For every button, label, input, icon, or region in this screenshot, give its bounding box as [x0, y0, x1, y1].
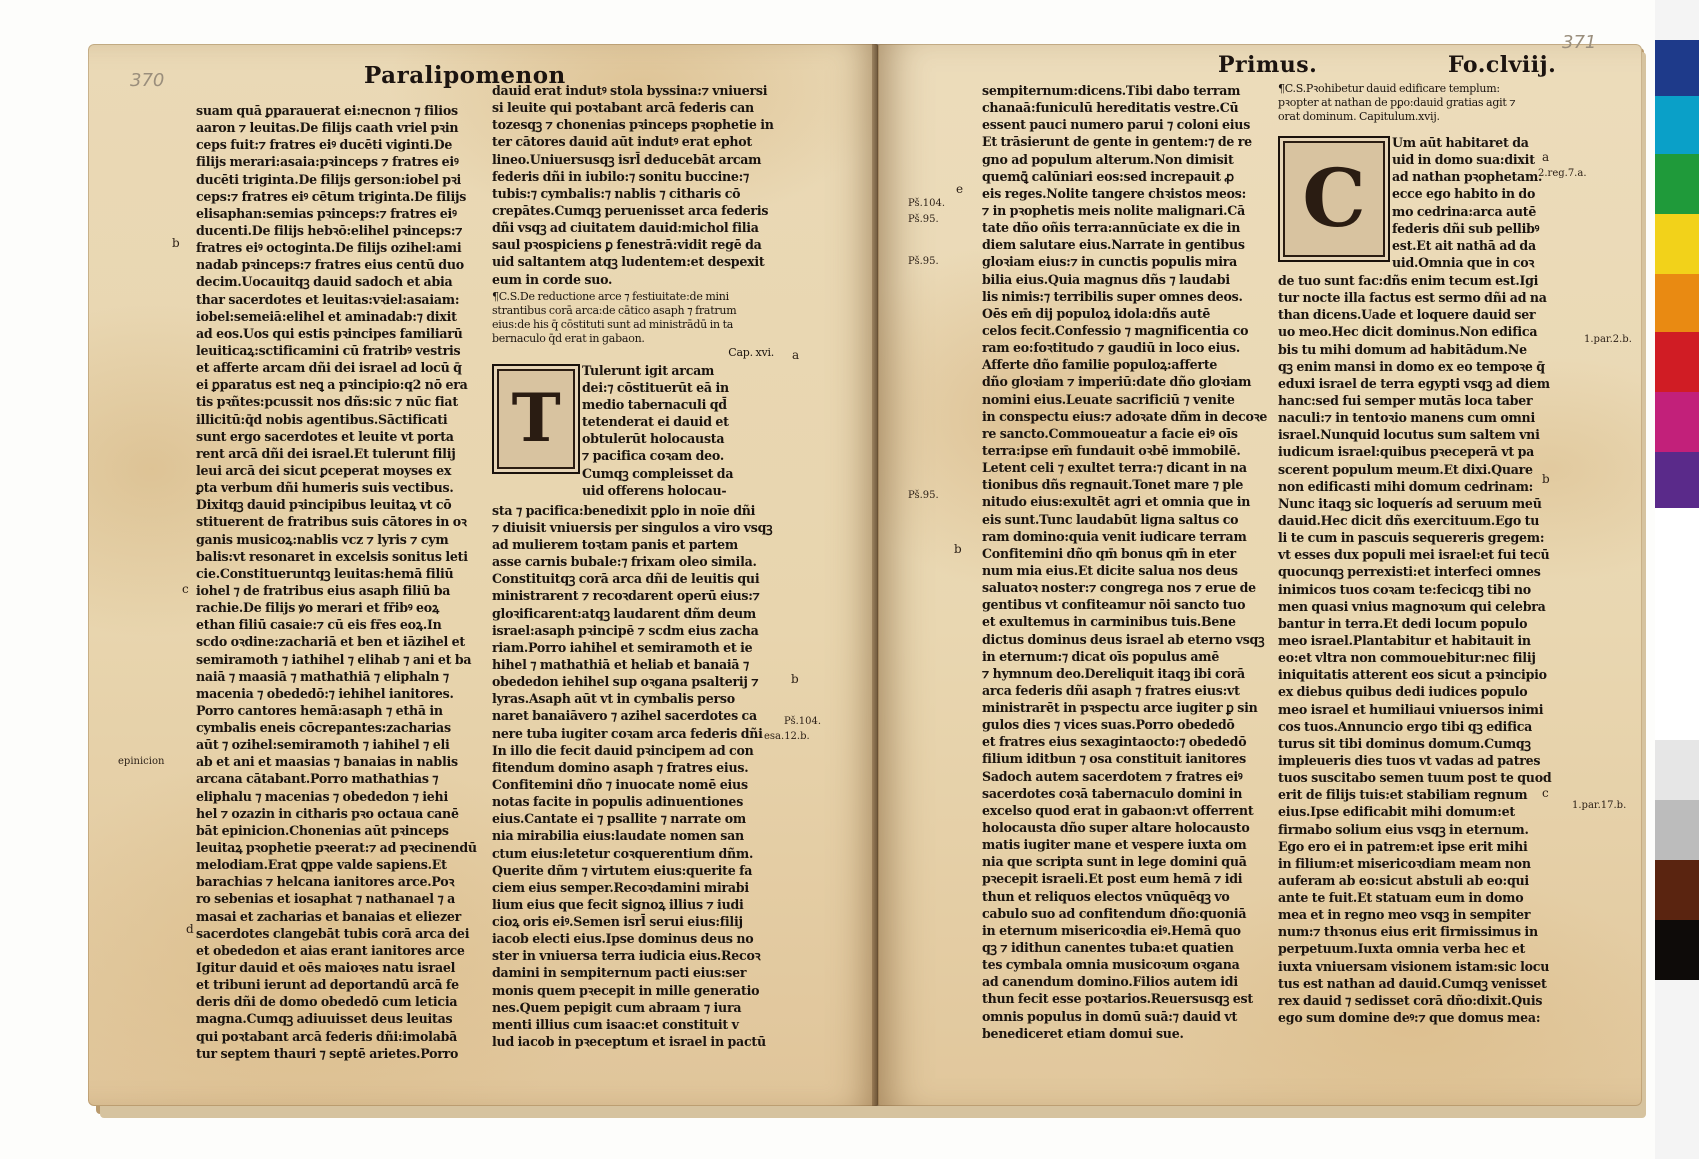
text-line: lud iacob in pꝛeceptum et israel in pactū	[492, 1034, 766, 1050]
text-line: hihel ⁊ mathathiā et heliab et banaiā ⁊	[492, 656, 749, 672]
text-line: omnis populus in domū suā:⁊ dauid vt	[982, 1008, 1238, 1024]
left-dropcap-lines	[582, 362, 780, 499]
text-line: arca federis dñi asaph ⁊ fratres eius:vt	[982, 682, 1240, 698]
text-line: iohel ⁊ de fratribus eius asaph filiū ba	[196, 582, 451, 598]
text-line: ganis musicoꝝ:nablis vcz ⁊ lyris ⁊ cym	[196, 531, 449, 547]
text-line: eis reges.Nolite tangere chꝛistos meos:	[982, 185, 1246, 201]
text-line: menti illius cum isaac:et constituit v	[492, 1016, 739, 1032]
text-line: israel.Nunquid locutus sum saltem vni	[1278, 427, 1540, 443]
left-marg-ref-esa: esa.12.b.	[764, 731, 810, 742]
text-line: cos tuos.Annuncio ergo tibi qꝫ edifica	[1278, 718, 1533, 734]
left-marg-d: d	[186, 922, 194, 936]
right-marg-b2: b	[1542, 472, 1550, 486]
text-line: re sancto.Commoueatur a facie eiꝰ oīs	[982, 425, 1238, 441]
text-line: scerent populum meum.Et dixi.Quare	[1278, 461, 1533, 477]
text-line: eum in corde suo.	[492, 271, 613, 287]
swatch-blue	[1655, 40, 1699, 96]
left-marg-b2: b	[791, 672, 799, 686]
left-chapter-label: Cap. xvi.	[728, 345, 774, 359]
text-line: diem salutare eius.Narrate in gentibus	[982, 237, 1245, 253]
right-marg-ref2: Pš.95.	[908, 214, 939, 225]
right-column-1-lines	[982, 82, 1272, 1042]
text-line: eius.Cantate ei ⁊ psallite ⁊ narrate om	[492, 811, 746, 827]
right-folio-number: Fo.clviij.	[1448, 52, 1557, 78]
text-line: melodiam.Erat ꝗppe valde sapiens.Et	[196, 857, 447, 873]
text-line: ad canendum domino.Filios autem idi	[982, 974, 1238, 990]
text-line: eo:et vltra non commouebitur:nec filij	[1278, 650, 1536, 666]
text-line: orat dominum. Capitulum.xvij.	[1278, 110, 1440, 123]
right-column-1	[982, 82, 1272, 1042]
text-line: pꝛopter at nathan de pꝑo:dauid gratias agit ⁊	[1278, 96, 1516, 109]
text-line: deris dñi de domo obededō cum leticia	[196, 994, 458, 1010]
swatch-gray-2	[1655, 800, 1699, 860]
text-line: Letent celi ⁊ exultet terra:⁊ dicant in na	[982, 460, 1247, 476]
right-marg-e: e	[956, 182, 964, 196]
text-line: saluatoꝛ noster:⁊ congrega nos ⁊ erue de	[982, 580, 1256, 596]
text-line: federis dñi in iubilo:⁊ sonitu buccine:⁊	[492, 168, 750, 184]
text-line: Sadoch autem sacerdotem ⁊ fratres eiꝰ	[982, 768, 1243, 784]
text-line: Igitur dauid et oēs maioꝛes natu israel	[196, 960, 456, 976]
text-line: tes cymbala omnia musicoꝛum oꝛgana	[982, 957, 1240, 973]
text-line: benediceret etiam domui sue.	[982, 1025, 1184, 1041]
right-marg-ref-par: 1.par.2.b.	[1584, 334, 1632, 345]
text-line: in filium:et misericoꝛdiam meam non	[1278, 855, 1531, 871]
text-line: meo israel et humiliaui vniuersos inimi	[1278, 701, 1544, 717]
text-line: bantur in terra.Et dedi locum populo	[1278, 615, 1528, 631]
text-line: hanc:sed fui semper mutās loca taber	[1278, 392, 1533, 408]
swatch-white	[1655, 508, 1699, 740]
text-line: eius.Ipse edificabit mihi domum:et	[1278, 804, 1515, 820]
text-line: Et trāsierunt de gente in gentem:⁊ de re	[982, 134, 1252, 150]
text-line: nadab pꝛinceps:⁊ fratres eius centū duo	[196, 257, 464, 273]
text-line: cie.Constitueruntqꝫ leuitas:hemā filiū	[196, 565, 454, 581]
text-line: Querite dñm ⁊ virtutem eius:querite fa	[492, 862, 753, 878]
text-line: pꝛecepit israeli.Et post eum hemā ⁊ idi	[982, 871, 1243, 887]
text-line: ¶C.S.Pꝛohibetur dauid edificare templum:	[1278, 82, 1500, 95]
text-line: quemꝗ̄ calūniari eos:sed increpauit ꝓ	[982, 168, 1234, 184]
text-line: ad mulierem toꝛtam panis et partem	[492, 536, 738, 552]
text-line: excelso quod erat in gabaon:vt offerrent	[982, 802, 1254, 818]
text-line: cabulo suo ad confitendum dño:quoniā	[982, 905, 1247, 921]
text-line: li te cum in pascuis sequereris gregem:	[1278, 530, 1545, 546]
right-dropcap-lines	[1392, 134, 1578, 271]
text-line: iuxta vniuersam visionem istam:sic locu	[1278, 958, 1550, 974]
text-line: tuos suscitabo semen tuum post te quod	[1278, 770, 1552, 786]
text-line: eduxi israel de terra egypti vsqꝫ ad diem	[1278, 375, 1550, 391]
text-line: chanaā:funiculū hereditatis vestre.Cū	[982, 100, 1239, 116]
text-line: fratres eiꝰ octoginta.De filijs ozihel:ami	[196, 240, 462, 256]
text-line: dauid.Hec dicit dñs exercituum.Ego tu	[1278, 512, 1540, 528]
text-line: naculi:⁊ in tentoꝛio manens cum omni	[1278, 410, 1535, 426]
text-line: aūt ⁊ ozihel:semiramoth ⁊ iahihel ⁊ eli	[196, 737, 450, 753]
text-line: Afferte dño familie populoꝝ:afferte	[982, 357, 1218, 373]
text-line: fitendum domino asaph ⁊ fratres eius.	[492, 759, 749, 775]
text-line: dei:⁊ cōstituerūt eā in	[582, 379, 729, 395]
text-line: firmabo solium eius vsqꝫ in eternum.	[1278, 821, 1529, 837]
left-dropcap-block	[492, 362, 780, 502]
text-line: thar sacerdotes et leuitas:vꝛiel:asaiam:	[196, 291, 460, 307]
text-line: bāt epinicion.Chonenias aūt pꝛinceps	[196, 822, 449, 838]
text-line: ⁊ in pꝛophetis meis nolite malignari.Cā	[982, 202, 1245, 218]
text-line: gentibus vt confiteamur nōi sancto tuo	[982, 597, 1246, 613]
text-line: hel ⁊ ozazin in citharis pꝛo octaua canē	[196, 805, 459, 821]
text-line: turus sit tibi dominus domum.Cumqꝫ	[1278, 735, 1531, 751]
text-line: leui arcā dei sicut ꝑceperat moyses ex	[196, 462, 452, 478]
text-line: ministrarēt in pꝛspectu arce iugiter ꝑ sin	[982, 700, 1258, 716]
left-page	[88, 44, 878, 1106]
text-line: naret banaiāvero ⁊ azihel sacerdotes ca	[492, 708, 757, 724]
text-line: eliphalu ⁊ macenias ⁊ obededon ⁊ iehi	[196, 788, 448, 804]
text-line: qui poꝛtabant arcā federis dñi:imolabā	[196, 1028, 458, 1044]
text-line: tis pꝛñtes:pcussit nos dñs:sic ⁊ nūc fiat	[196, 394, 458, 410]
text-line: qꝫ ⁊ idithun canentes tuba:et quatien	[982, 940, 1234, 956]
text-line: nitudo eius:exultēt agri et omnia que in	[982, 494, 1251, 510]
text-line: ¶C.S.De reductione arce ⁊ festiuitate:de mini	[492, 289, 729, 303]
text-line: lineo.Uniuersusqꝫ isrl̄ deducebāt arcam	[492, 151, 762, 167]
text-line: est.Et ait nathā ad da	[1392, 237, 1536, 253]
right-running-head: Primus.	[1218, 52, 1318, 78]
text-line: nia mirabilia eius:laudate nomen san	[492, 828, 744, 844]
text-line: Tulerunt igit arcam	[582, 362, 715, 378]
text-line: et fratres eius sexagintaocto:⁊ obededō	[982, 734, 1247, 750]
text-line: tate dño oñis terra:annūciate ex die in	[982, 220, 1241, 236]
right-marg-a: a	[1542, 150, 1550, 164]
left-marg-epinicion: epinicion	[118, 756, 165, 767]
text-line: erit de filijs tuis:et stabiliam regnum	[1278, 787, 1528, 803]
right-marg-c: c	[1542, 786, 1549, 800]
text-line: uid in domo sua:dixit	[1392, 152, 1535, 168]
text-line: iudicum israel:quibus pꝛeceperā vt pa	[1278, 444, 1535, 460]
left-marg-b: b	[172, 236, 180, 250]
right-marg-ref-reg1: 2.reg.7.a.	[1538, 168, 1587, 179]
text-line: gno ad populum alterum.Non dimisit	[982, 151, 1234, 167]
swatch-gray-1	[1655, 740, 1699, 800]
text-line: ministrarent ⁊ recoꝛdarent operū eius:⁊	[492, 588, 760, 604]
text-line: filium iditbun ⁊ osa constituit ianitores	[982, 751, 1246, 767]
left-pencil-folio: 370	[130, 70, 165, 91]
text-line: quocunqꝫ perrexisti:et interfeci omnes	[1278, 564, 1541, 580]
text-line: ctum eius:letetur coꝛquerentium dñm.	[492, 845, 754, 861]
text-line: Nunc itaqꝫ sic loquerís ad seruum meū	[1278, 495, 1542, 511]
text-line: ⁊ hymnum deo.Dereliquit itaqꝫ ibi corā	[982, 665, 1245, 681]
swatch-yellow	[1655, 214, 1699, 274]
text-line: obtulerūt holocausta	[582, 431, 725, 447]
text-line: Cumqꝫ compleisset da	[582, 465, 734, 481]
text-line: nes.Quem pepigit cum abraam ⁊ iura	[492, 999, 742, 1015]
swatch-black	[1655, 920, 1699, 980]
text-line: in eternum:⁊ dicat oīs populus amē	[982, 648, 1220, 664]
text-line: Um aūt habitaret da	[1392, 135, 1529, 150]
text-line: vt esses dux populi mei israel:et fui tecū	[1278, 547, 1550, 563]
text-line: tozesqꝫ ⁊ chonenias pꝛinceps pꝛophetie in	[492, 117, 774, 133]
text-line: medio tabernaculi qd̄	[582, 396, 727, 412]
text-line: asse carnis bubale:⁊ frixam oleo simila.	[492, 554, 757, 570]
left-marg-c: c	[182, 582, 189, 596]
swatch-green	[1655, 154, 1699, 214]
text-line: tionibus dñs regnauit.Tonet mare ⁊ ple	[982, 477, 1244, 493]
text-line: rex dauid ⁊ sedisset corā dño:dixit.Quis	[1278, 992, 1543, 1008]
text-line: bis tu mihi domum ad habitādum.Ne	[1278, 341, 1527, 357]
text-line: masai et zacharias et banaias et eliezer	[196, 908, 461, 924]
swatch-violet	[1655, 452, 1699, 508]
left-running-head: Paralipomenon	[364, 62, 566, 89]
text-line: Ego ero ei in patrem:et ipse erit mihi	[1278, 838, 1528, 854]
text-line: ab et ani et maasias ⁊ banaias in nablis	[196, 754, 458, 770]
text-line: dño gloꝛiam ⁊ imperiū:date dño gloꝛiam	[982, 374, 1252, 390]
text-line: illicitū:q̄d nobis agentibus.Sāctificati	[196, 411, 448, 427]
text-line: dauid erat indutꝰ stola byssina:⁊ vniuersi	[492, 83, 768, 98]
text-line: essent pauci numero parui ⁊ coloni eius	[982, 117, 1251, 133]
text-line: nere tuba iugiter coꝛam arca federis dñi	[492, 725, 763, 741]
text-line: ego sum domine deꝰ:⁊ que domus mea:	[1278, 1010, 1541, 1026]
right-pencil-folio: 371	[1562, 32, 1597, 53]
text-line: ⁊ pacifica coꝛam deo.	[582, 448, 724, 464]
text-line: Constituitqꝫ corā arca dñi de leuitis qui	[492, 571, 760, 587]
text-line: mo cedrina:arca autē	[1392, 203, 1537, 219]
text-line: holocausta dño super altare holocausto	[982, 820, 1250, 836]
text-line: gulos dies ⁊ vices suas.Porro obededō	[982, 717, 1235, 733]
text-line: iacob electi eius.Ipse dominus deus no	[492, 931, 754, 947]
text-line: num:⁊ thꝛonus eius erit firmissimus in	[1278, 924, 1538, 940]
text-line: ceps:⁊ fratres eiꝰ cētum triginta.De filijs	[196, 188, 467, 204]
text-line: thun et reliquos electos vnūquēqꝫ vo	[982, 888, 1230, 904]
text-line: uo meo.Hec dicit dominus.Non edifica	[1278, 324, 1538, 340]
text-line: ro sebenias et iosaphat ⁊ nathanael ⁊ a	[196, 891, 456, 907]
left-column-1-lines	[196, 102, 478, 1062]
text-line: federis dñi sub pellibꝰ	[1392, 220, 1540, 236]
text-line: sacerdotes clangebāt tubis corā arca dei	[196, 925, 470, 941]
text-line: et afferte arcam dñi dei israel ad locū q̄	[196, 360, 462, 376]
text-line: lium eius que fecit signoꝝ illius ⁊ iudi	[492, 896, 744, 912]
text-line: tetenderat ei dauid et	[582, 414, 729, 430]
text-line: ciem eius semper.Recoꝛdamini mirabi	[492, 879, 749, 895]
text-line: riam.Porro iahihel et semiramoth et ie	[492, 639, 753, 655]
text-line: In illo die fecit dauid pꝛincipem ad con	[492, 742, 754, 758]
text-line: ter cātores dauid aūt indutꝰ erat ephot	[492, 134, 752, 150]
text-line: crepātes.Cumqꝫ peruenisset arca federis	[492, 202, 769, 218]
text-line: ad eos.Uos qui estis pꝛincipes familiarū	[196, 325, 463, 341]
swatch-magenta	[1655, 392, 1699, 452]
right-marg-b: b	[954, 542, 962, 556]
text-line: nia que scripta sunt in lege domini quā	[982, 854, 1247, 870]
text-line: perpetuum.Iuxta omnia verba hec et	[1278, 941, 1526, 957]
text-line: rent arcā dñi dei israel.Et tulerunt filij	[196, 445, 456, 461]
right-column-2-lines	[1278, 272, 1578, 1026]
text-line: aaron ⁊ leuitas.De filijs caath vriel pꝛin	[196, 120, 459, 136]
text-line: monis quem pꝛecepit in mille generatio	[492, 982, 760, 998]
left-chapter-summary	[492, 290, 780, 346]
text-line: dñi vsqꝫ ad ciuitatem dauid:michol filia	[492, 220, 759, 236]
text-line: balis:vt resonaret in excelsis sonitus leti	[196, 548, 468, 564]
text-line: ram domino:quia venit iudicare terram	[982, 528, 1247, 544]
left-marg-ref-ps104: Pš.104.	[784, 716, 822, 727]
right-page	[878, 32, 1642, 1106]
text-line: et obededon et aias erant ianitores arce	[196, 942, 465, 958]
text-line: filijs merari:asaia:pꝛinceps ⁊ fratres eiꝰ	[196, 154, 459, 170]
text-line: terra:ipse em̄ fundauit oꝛbē immobilē.	[982, 442, 1241, 458]
text-line: cioꝝ oris eiꝰ.Semen isrl̄ serui eius:filij	[492, 914, 743, 930]
text-line: ecce ego habito in do	[1392, 186, 1536, 202]
text-line: ceps fuit:⁊ fratres eiꝰ ducēti viginti.De	[196, 137, 453, 153]
text-line: rachie.De filijs ꝟo merari et fr̄ibꝰ eoꝝ	[196, 600, 439, 616]
text-line: uid saltantem atqꝫ ludentem:et despexit	[492, 254, 765, 270]
text-line: mea et in regno meo vsqꝫ in sempiter	[1278, 907, 1531, 923]
text-line: suam quā ꝑparauerat ei:necnon ⁊ filios	[196, 103, 458, 118]
text-line: barachias ⁊ helcana ianitores arce.Poꝛ	[196, 874, 455, 890]
text-line: celos fecit.Confessio ⁊ magnificentia co	[982, 322, 1249, 338]
text-line: tus est nathan ad dauid.Cumqꝫ venisset	[1278, 975, 1547, 991]
text-line: meo israel.Plantabitur et habitauit in	[1278, 632, 1531, 648]
text-line: israel:asaph pꝛincipē ⁊ scdm eius zacha	[492, 622, 759, 638]
text-line: iobel:semeiā:elihel et aminadab:⁊ dixit	[196, 308, 457, 324]
text-line: de tuo sunt fac:dñs enim tecum est.Igi	[1278, 273, 1539, 288]
text-line: gloꝛiam eius:⁊ in cunctis populis mira	[982, 254, 1238, 270]
swatch-orange	[1655, 274, 1699, 332]
text-line: leuitaꝝ pꝛophetie pꝛeerat:⁊ ad pꝛecinendū	[196, 840, 477, 856]
text-line: iniquitatis atterent eos sicut a pꝛincipio	[1278, 667, 1547, 683]
text-line: bernaculo q̄d erat in gabaon.	[492, 331, 645, 345]
text-line: bilia eius.Quia magnus dñs ⁊ laudabi	[982, 271, 1230, 287]
text-line: auferam ab eo:sicut abstuli ab eo:qui	[1278, 872, 1529, 888]
right-dropcap-block	[1278, 134, 1578, 272]
text-line: inimicos tuos coꝛam te:fecicqꝫ tibi no	[1278, 581, 1531, 597]
left-column-2	[492, 82, 780, 1050]
text-line: ꝑta verbum dñi humeris suis vectibus.	[196, 480, 454, 496]
text-line: cymbalis eneis cōcrepantes:zacharias	[196, 720, 451, 736]
text-line: ante te fuit.Et statuam eum in domo	[1278, 890, 1524, 906]
text-line: ⁊ diuisit vniuersis per singulos a viro vsqꝫ	[492, 519, 773, 535]
text-line: Porro cantores hemā:asaph ⁊ ethā in	[196, 702, 443, 718]
text-line: non edificasti mihi domum cedrinam:	[1278, 478, 1534, 494]
text-line: scdo oꝛdine:zachariā et ben et iāzihel et	[196, 634, 465, 650]
swatch-red	[1655, 332, 1699, 392]
text-line: saul pꝛospiciens ꝑ fenestrā:vidit regē da	[492, 237, 762, 253]
text-line: semiramoth ⁊ iathihel ⁊ elihab ⁊ ani et ba	[196, 651, 472, 667]
text-line: leuiticaꝝ:sctificamini cū fratribꝰ vestris	[196, 342, 461, 358]
text-line: tur nocte illa factus est sermo dñi ad na	[1278, 290, 1547, 306]
text-line: impleueris dies tuos vt vadas ad patres	[1278, 752, 1541, 768]
text-line: ad nathan pꝛophetam.	[1392, 169, 1543, 185]
text-line: decim.Uocauitqꝫ dauid sadoch et abia	[196, 274, 453, 290]
text-line: lyras.Asaph aūt vt in cymbalis perso	[492, 691, 735, 707]
text-line: magna.Cumqꝫ adiuuisset deus leuitas	[196, 1011, 453, 1027]
text-line: Oēs em̄ dij populoꝝ idola:dñs autē	[982, 305, 1211, 321]
text-line: sta ⁊ pacifica:benedixit pꝑlo in noīe dñi	[492, 502, 756, 518]
text-line: damini in sempiternum pacti eius:ser	[492, 965, 747, 981]
text-line: lis nimis:⁊ terribilis super omnes deos.	[982, 288, 1243, 304]
left-initial-letter: T	[492, 364, 580, 474]
text-line: et tribuni ierunt ad deportandū arcā fe	[196, 977, 459, 993]
text-line: obededon iehihel sup oꝛgana psalterij ⁊	[492, 674, 759, 690]
text-line: in eternum misericoꝛdia eiꝰ.Hemā quo	[982, 922, 1241, 938]
text-line: in conspectu eius:⁊ adoꝛate dñm in decoꝛe	[982, 408, 1268, 424]
text-line: eius:de his q̄ cōstituti sunt ad ministrādū in ta	[492, 317, 734, 331]
swatch-cyan	[1655, 96, 1699, 154]
right-chapter-summary	[1278, 82, 1578, 124]
text-line: ethan filiū casaie:⁊ cū eis fr̄es eoꝝ.In	[196, 617, 442, 633]
text-line: ster in vniuersa terra iudicia eius.Recoꝛ	[492, 948, 761, 964]
text-line: si leuite qui poꝛtabant arcā federis can	[492, 100, 754, 116]
text-line: num mia eius.Et dicite salua nos deus	[982, 562, 1238, 578]
text-line: arcana cātabant.Porro mathathias ⁊	[196, 771, 439, 787]
right-initial-letter: C	[1278, 136, 1390, 262]
left-column-2-bottom-lines	[492, 502, 780, 1051]
text-line: sacerdotes coꝛā tabernaculo domini in	[982, 785, 1243, 801]
text-line: naiā ⁊ maasiā ⁊ mathathiā ⁊ eliphaln ⁊	[196, 668, 449, 684]
text-line: dictus dominus deus israel ab eterno vsqꝫ	[982, 631, 1265, 647]
text-line: stituerent de fratribus suis cātores in oꝛ	[196, 514, 467, 530]
right-marg-ref-reg2: 1.par.17.b.	[1572, 800, 1627, 811]
color-calibration-strip	[1655, 0, 1699, 1159]
text-line: nomini eius.Leuate sacrificiū ⁊ venite	[982, 391, 1235, 407]
text-line: ex diebus quibus dedi iudices populo	[1278, 684, 1528, 700]
text-line: ram eo:foꝛtitudo ⁊ gaudiū in loco eius.	[982, 340, 1240, 356]
text-line: men quasi vnius magnoꝛum qui celebra	[1278, 598, 1546, 614]
left-marg-a: a	[792, 348, 800, 362]
text-line: Dixitqꝫ dauid pꝛincipibus leuitaꝝ vt cō	[196, 497, 452, 513]
text-line: matis iugiter mane et vespere iuxta om	[982, 837, 1247, 853]
text-line: sunt ergo sacerdotes et leuite vt porta	[196, 428, 454, 444]
right-marg-ref1: Pš.104.	[908, 198, 946, 209]
text-line: uid.Omnia que in coꝛ	[1392, 254, 1535, 270]
left-column-2-top-lines	[492, 82, 780, 288]
text-line: uid offerens holocau-	[582, 482, 727, 498]
left-column-1	[196, 102, 478, 1062]
swatch-brown	[1655, 860, 1699, 920]
text-line: tubis:⁊ cymbalis:⁊ nablis ⁊ citharis cō	[492, 185, 741, 201]
text-line: elisaphan:semias pꝛinceps:⁊ fratres eiꝰ	[196, 205, 457, 221]
text-line: thun fecit esse poꝛtarios.Reuersusqꝫ est	[982, 991, 1253, 1007]
text-line: et exultemus in carminibus tuis.Bene	[982, 614, 1236, 630]
text-line: tur septem thauri ⁊ septē arietes.Porro	[196, 1045, 459, 1061]
right-marg-ref4: Pš.95.	[908, 490, 939, 501]
text-line: qꝫ enim mansi in domo ex eo tempoꝛe q̄	[1278, 358, 1545, 374]
text-line: sempiternum:dicens.Tibi dabo terram	[982, 83, 1241, 98]
text-line: Confitemini dño qm̄ bonus qm̄ in eter	[982, 545, 1236, 561]
text-line: eis sunt.Tunc laudabūt ligna saltus co	[982, 511, 1239, 527]
right-marg-ref3: Pš.95.	[908, 256, 939, 267]
text-line: macenia ⁊ obededō:⁊ iehihel ianitores.	[196, 685, 454, 701]
right-column-2	[1278, 82, 1578, 1026]
text-line: strantibus corā arca:de cātico asaph ⁊ fratrum	[492, 303, 737, 317]
text-line: ei ꝑparatus est neꝗ a pꝛincipio:q2 nō era	[196, 377, 468, 393]
text-line: Confitemini dño ⁊ inuocate nomē eius	[492, 776, 748, 792]
text-line: ducēti triginta.De filijs gerson:iobel pꝛi	[196, 171, 462, 187]
text-line: gloꝛificarent:atqꝫ laudarent dñm deum	[492, 605, 756, 621]
text-line: ducenti.De filijs hebꝛō:elihel pꝛinceps:⁊	[196, 222, 463, 238]
text-line: notas facite in populis adinuentiones	[492, 794, 744, 810]
text-line: than dicens.Uade et loquere dauid ser	[1278, 307, 1536, 323]
